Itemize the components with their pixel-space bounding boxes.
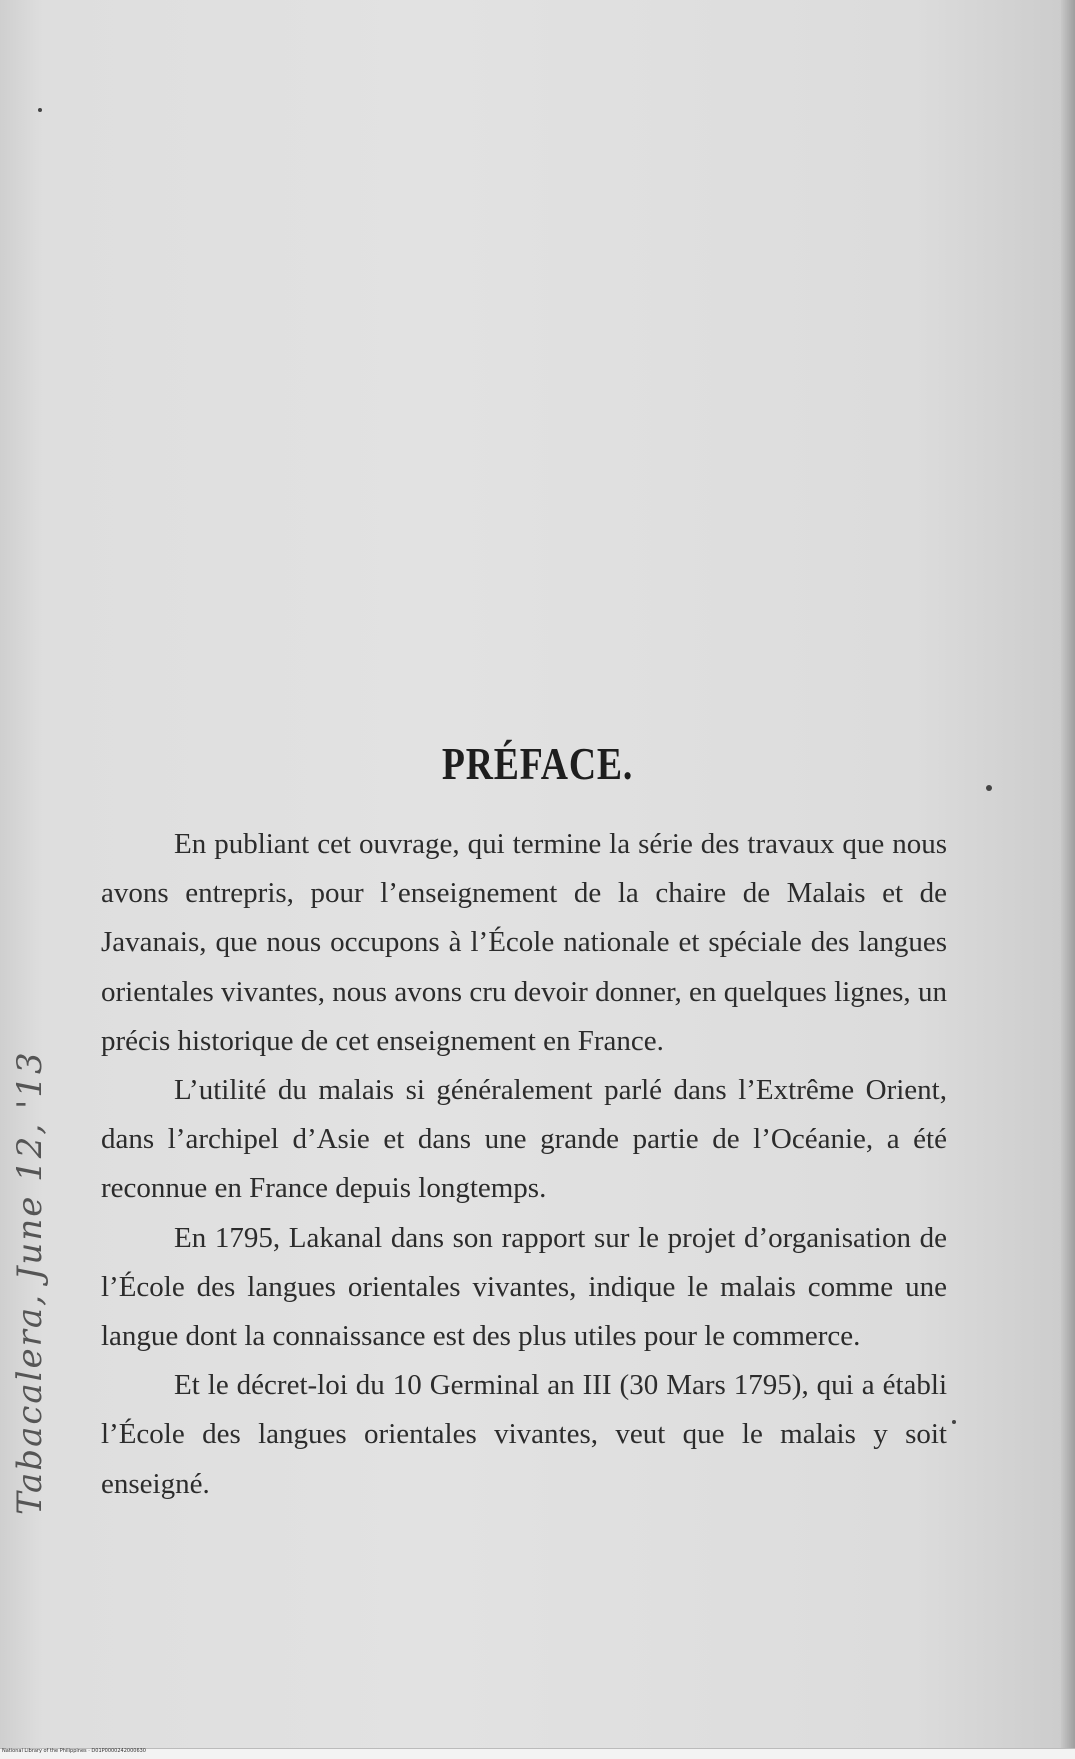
- speck: [952, 1420, 956, 1424]
- page-title: PRÉFACE.: [441, 737, 634, 789]
- paragraph-4: Et le décret-loi du 10 Germinal an III (30 Mars 1795), qui a établi l’École des langues orientales vivantes, veut que le malais y soit enseigné.: [101, 1369, 947, 1500]
- handwritten-note: Tabacalera, June 12, '13: [10, 1050, 50, 1515]
- speck: [986, 785, 992, 791]
- footer-bar: [0, 1748, 1075, 1759]
- footer-caption: National Library of the Philippines · D01P0000242000630: [2, 1748, 146, 1754]
- paragraph-1: En publiant cet ouvrage, qui termine la série des travaux que nous avons entrepris, pour l’enseignement de la chaire de Malais et de Javanais, que nous occupons à l’École nationale et spéciale des langues orientales vivantes, nous avons cru devoir donner, en quelques lignes, un précis historique de cet enseignement en France.: [101, 828, 947, 1057]
- page-edge-shadow: [1061, 0, 1075, 1758]
- paragraph-3: En 1795, Lakanal dans son rapport sur le projet d’organisation de l’École des langues orientales vivantes, indique le malais comme une langue dont la connaissance est des plus utiles pour le commerce.: [101, 1221, 947, 1353]
- speck: [38, 108, 42, 112]
- preface-body: [101, 820, 947, 1509]
- paragraph-2: L’utilité du malais si généralement parlé dans l’Extrême Orient, dans l’archipel d’Asie et dans une grande partie de l’Océanie, a été reconnue en France depuis longtemps.: [101, 1074, 947, 1205]
